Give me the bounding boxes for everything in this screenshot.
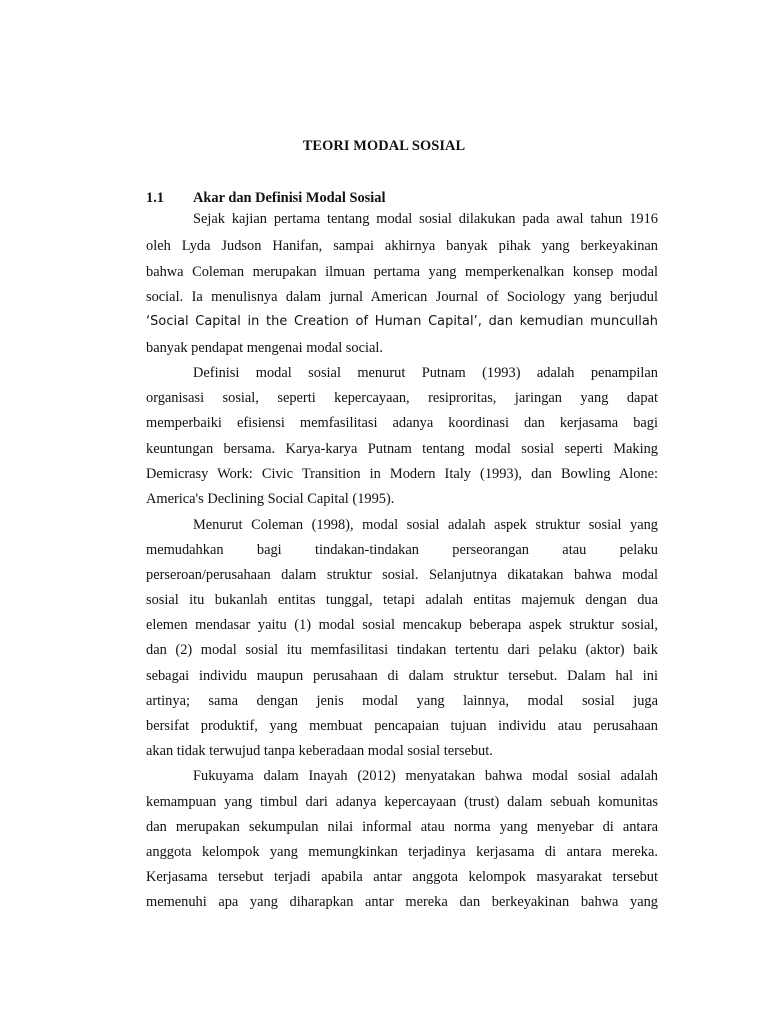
text-line: kemampuan yang timbul dari adanya kepercayaan (trust) dalam sebuah komunitas	[146, 794, 658, 810]
text-line: perseroan/perusahaan dalam struktur sosial. Selanjutnya dikatakan bahwa modal	[146, 567, 658, 583]
text-line: bersifat produktif, yang membuat pencapaian tujuan individu atau perusahaan	[146, 718, 658, 734]
text-line: America's Declining Social Capital (1995).	[146, 491, 395, 507]
text-line: Definisi modal sosial menurut Putnam (1993) adalah penampilan	[193, 365, 658, 381]
text-line: anggota kelompok yang memungkinkan terjadinya kerjasama di antara mereka.	[146, 844, 658, 860]
text-line: bahwa Coleman merupakan ilmuan pertama yang memperkenalkan konsep modal	[146, 264, 658, 280]
text-line: memudahkan bagi tindakan-tindakan perseorangan atau pelaku	[146, 542, 658, 558]
text-line: Menurut Coleman (1998), modal sosial adalah aspek struktur sosial yang	[193, 517, 658, 533]
text-line: Fukuyama dalam Inayah (2012) menyatakan bahwa modal sosial adalah	[193, 768, 658, 784]
text-line: organisasi sosial, seperti kepercayaan, resiproritas, jaringan yang dapat	[146, 390, 658, 406]
text-line: elemen mendasar yaitu (1) modal sosial mencakup beberapa aspek struktur sosial,	[146, 617, 658, 633]
text-line: Demicrasy Work: Civic Transition in Modern Italy (1993), dan Bowling Alone:	[146, 466, 658, 482]
text-line: akan tidak terwujud tanpa keberadaan modal sosial tersebut.	[146, 743, 493, 759]
text-line: Kerjasama tersebut terjadi apabila antar anggota kelompok masyarakat tersebut	[146, 869, 658, 885]
section-heading: Akar dan Definisi Modal Sosial	[193, 190, 386, 206]
section-number: 1.1	[146, 190, 164, 206]
text-line: Sejak kajian pertama tentang modal sosial dilakukan pada awal tahun 1916	[193, 211, 658, 227]
text-line: memperbaiki efisiensi memfasilitasi adanya koordinasi dan kerjasama bagi	[146, 415, 658, 431]
text-line: sebagai individu maupun perusahaan di dalam struktur tersebut. Dalam hal ini	[146, 668, 658, 684]
text-line: sosial itu bukanlah entitas tunggal, tetapi adalah entitas majemuk dengan dua	[146, 592, 658, 608]
text-line: memenuhi apa yang diharapkan antar mereka dan berkeyakinan bahwa yang	[146, 894, 658, 910]
text-line: artinya; sama dengan jenis modal yang lainnya, modal sosial juga	[146, 693, 658, 709]
page-title: TEORI MODAL SOSIAL	[302, 138, 466, 154]
text-line: dan (2) modal sosial itu memfasilitasi tindakan tertentu dari pelaku (aktor) baik	[146, 642, 658, 658]
text-line: dan merupakan sekumpulan nilai informal atau norma yang menyebar di antara	[146, 819, 658, 835]
text-line: keuntungan bersama. Karya-karya Putnam tentang modal sosial seperti Making	[146, 441, 658, 457]
text-line: social. Ia menulisnya dalam jurnal American Journal of Sociology yang berjudul	[146, 289, 658, 305]
text-line: ‘Social Capital in the Creation of Human Capital’, dan kemudian muncullah	[146, 314, 658, 329]
text-line: oleh Lyda Judson Hanifan, sampai akhirnya banyak pihak yang berkeyakinan	[146, 238, 658, 254]
text-line: banyak pendapat mengenai modal social.	[146, 340, 383, 356]
